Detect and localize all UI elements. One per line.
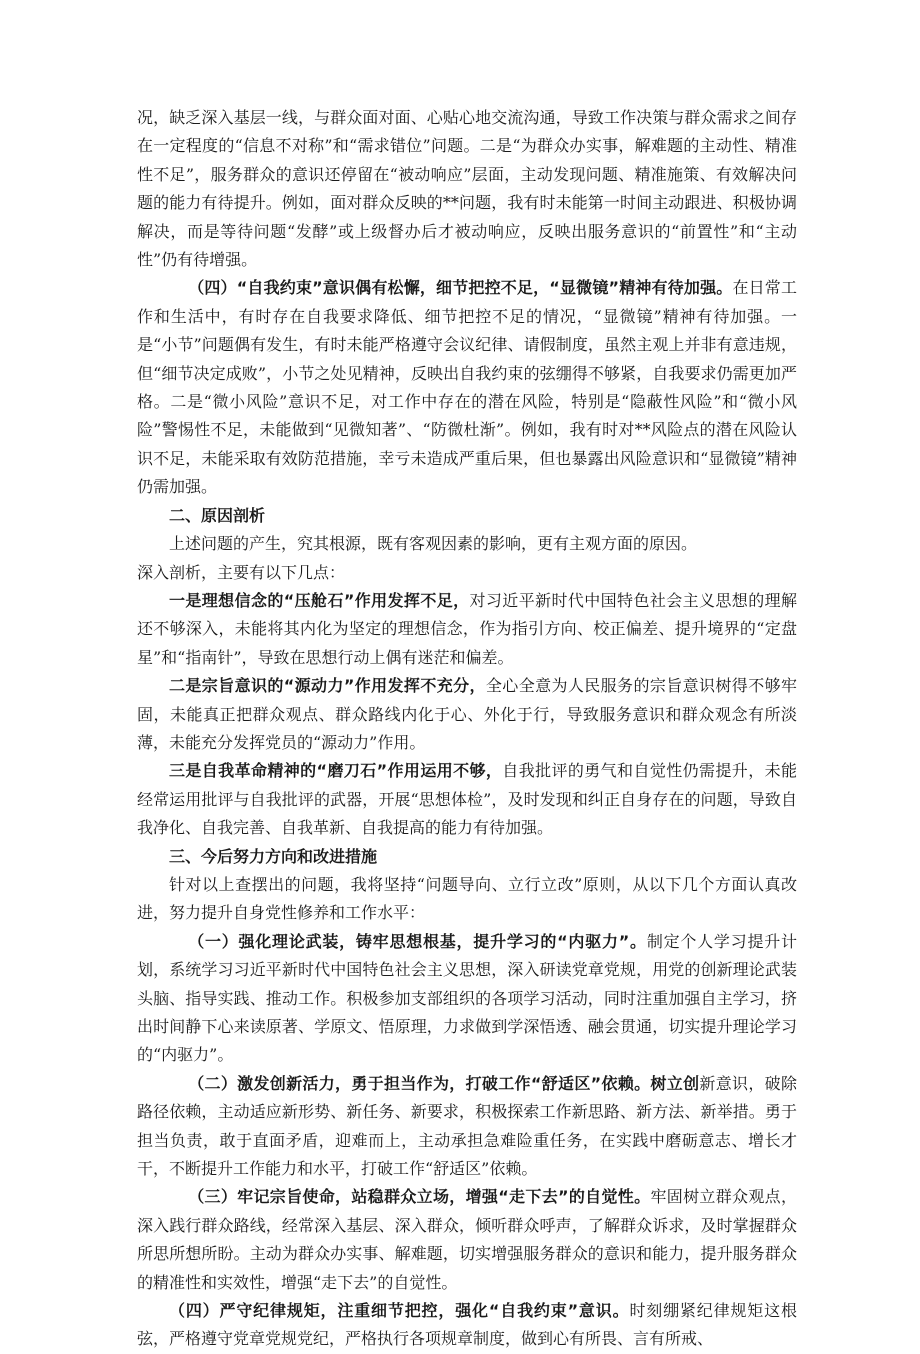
- section-4-body: 在日常工作和生活中，有时存在自我要求降低、细节把控不足的情况，“显微镜”精神有待加强。一是“小节”问题偶有发生，有时未能严格遵守会议纪律、请假制度，虽然主观上并非有意违规，但“细节决定成败”，小节之处见精神，反映出自我约束的弦绷得不够紧，自我要求仍需更加严格。二是“微小风险”意识不足，对工作中存在的潜在风险，特别是“隐蔽性风险”和“微小风险”警惕性不足，未能做到“见微知著”、“防微杜渐”。例如，我有时对**风险点的潜在风险认识不足，未能采取有效防范措施，幸亏未造成严重后果，但也暴露出风险意识和“显微镜”精神仍需加强。: [137, 278, 797, 497]
- measure-3-body: 牢固树立群众观点，深入践行群众路线，经常深入基层、深入群众，倾听群众呼声，了解群众诉求，及时掌握群众所思所想所盼。主动为群众办实事、解难题，切实增强服务群众的意识和能力，提升服务群众的精准性和实效性，增强“走下去”的自觉性。: [137, 1187, 797, 1292]
- measure-4-title: （四）严守纪律规矩，注重细节把控，强化“自我约束”意识。: [169, 1301, 630, 1321]
- section-4-paragraph: [137, 274, 797, 501]
- measure-1-paragraph: [137, 928, 797, 1070]
- paragraph-text: 况，缺乏深入基层一线，与群众面对面、心贴心地交流沟通，导致工作决策与群众需求之间存在一定程度的“信息不对称”和“需求错位”问题。二是“为群众办实事，解难题的主动性、精准性不足”，服务群众的意识还停留在“被动响应”层面，主动发现问题、精准施策、有效解决问题的能力有待提升。例如，面对群众反映的**问题，我有时未能第一时间主动跟进、积极协调解决，而是等待问题“发酵”或上级督办后才被动响应，反映出服务意识的“前置性”和“主动性”仍有待增强。: [137, 108, 797, 270]
- measure-1-title: （一）强化理论武装，铸牢思想根基，提升学习的“内驱力”。: [188, 931, 647, 951]
- cause-intro-line-2: 深入剖析，主要有以下几点：: [137, 562, 346, 582]
- cause-3-paragraph: [137, 757, 797, 842]
- heading-improvement-measures: 三、今后努力方向和改进措施: [169, 846, 378, 866]
- cause-intro-line-1: 上述问题的产生，究其根源，既有客观因素的影响，更有主观方面的原因。: [169, 534, 698, 554]
- measure-2-title: （二）激发创新活力，勇于担当作为，打破工作“舒适区”依赖。树立创: [188, 1073, 700, 1093]
- cause-1-body: 对习近平新时代中国特色社会主义思想的理解还不够深入，未能将其内化为坚定的理想信念，作为指引方向、校正偏差、提升境界的“定盘星”和“指南针”，导致在思想行动上偶有迷茫和偏差。: [137, 590, 797, 667]
- measure-2-body: 新意识，破除路径依赖，主动适应新形势、新任务、新要求，积极探索工作新思路、新方法、新举措。勇于担当负责，敢于直面矛盾，迎难而上，主动承担急难险重任务，在实践中磨砺意志、增长才干，不断提升工作能力和水平，打破工作“舒适区”依赖。: [137, 1073, 797, 1179]
- measure-3-paragraph: [137, 1183, 797, 1297]
- cause-1-title: 一是理想信念的“压舱石”作用发挥不足，: [169, 590, 470, 610]
- measure-4-body: 时刻绷紧纪律规矩这根弦，严格遵守党章党规党纪，严格执行各项规章制度，做到心有所畏、言有所戒、: [137, 1301, 797, 1349]
- cause-2-paragraph: [137, 672, 797, 757]
- measure-1-body: 制定个人学习提升计划，系统学习习近平新时代中国特色社会主义思想，深入研读党章党规，用党的创新理论武装头脑、指导实践、推动工作。积极参加支部组织的各项学习活动，同时注重加强自主学习，挤出时间静下心来读原著、学原文、悟原理，力求做到学深悟透、融会贯通，切实提升理论学习的“内驱力”。: [137, 931, 797, 1065]
- heading-cause-analysis: 二、原因剖析: [169, 505, 266, 525]
- paragraph-continuation: [137, 104, 797, 274]
- measure-3-title: （三）牢记宗旨使命，站稳群众立场，增强“走下去”的自觉性。: [188, 1187, 651, 1207]
- cause-3-body: 自我批评的勇气和自觉性仍需提升，未能经常运用批评与自我批评的武器，开展“思想体检”，及时发现和纠正自身存在的问题，导致自我净化、自我完善、自我革新、自我提高的能力有待加强。: [137, 761, 797, 838]
- cause-1-paragraph: [137, 587, 797, 672]
- measure-2-paragraph: [137, 1070, 797, 1184]
- cause-3-title: 三是自我革命精神的“磨刀石”作用运用不够，: [169, 761, 503, 781]
- section-4-title: （四）“自我约束”意识偶有松懈，细节把控不足，“显微镜”精神有待加强。: [188, 278, 733, 298]
- measures-intro: 针对以上查摆出的问题，我将坚持“问题导向、立行立改”原则，从以下几个方面认真改进，努力提升自身党性修养和工作水平：: [137, 874, 797, 923]
- cause-2-body: 全心全意为人民服务的宗旨意识树得不够牢固，未能真正把群众观点、群众路线内化于心、外化于行，导致服务意识和群众观念有所淡薄，未能充分发挥党员的“源动力”作用。: [137, 676, 797, 752]
- measure-4-paragraph: [137, 1297, 797, 1354]
- document-page: [137, 104, 797, 1354]
- cause-2-title: 二是宗旨意识的“源动力”作用发挥不充分，: [169, 676, 486, 696]
